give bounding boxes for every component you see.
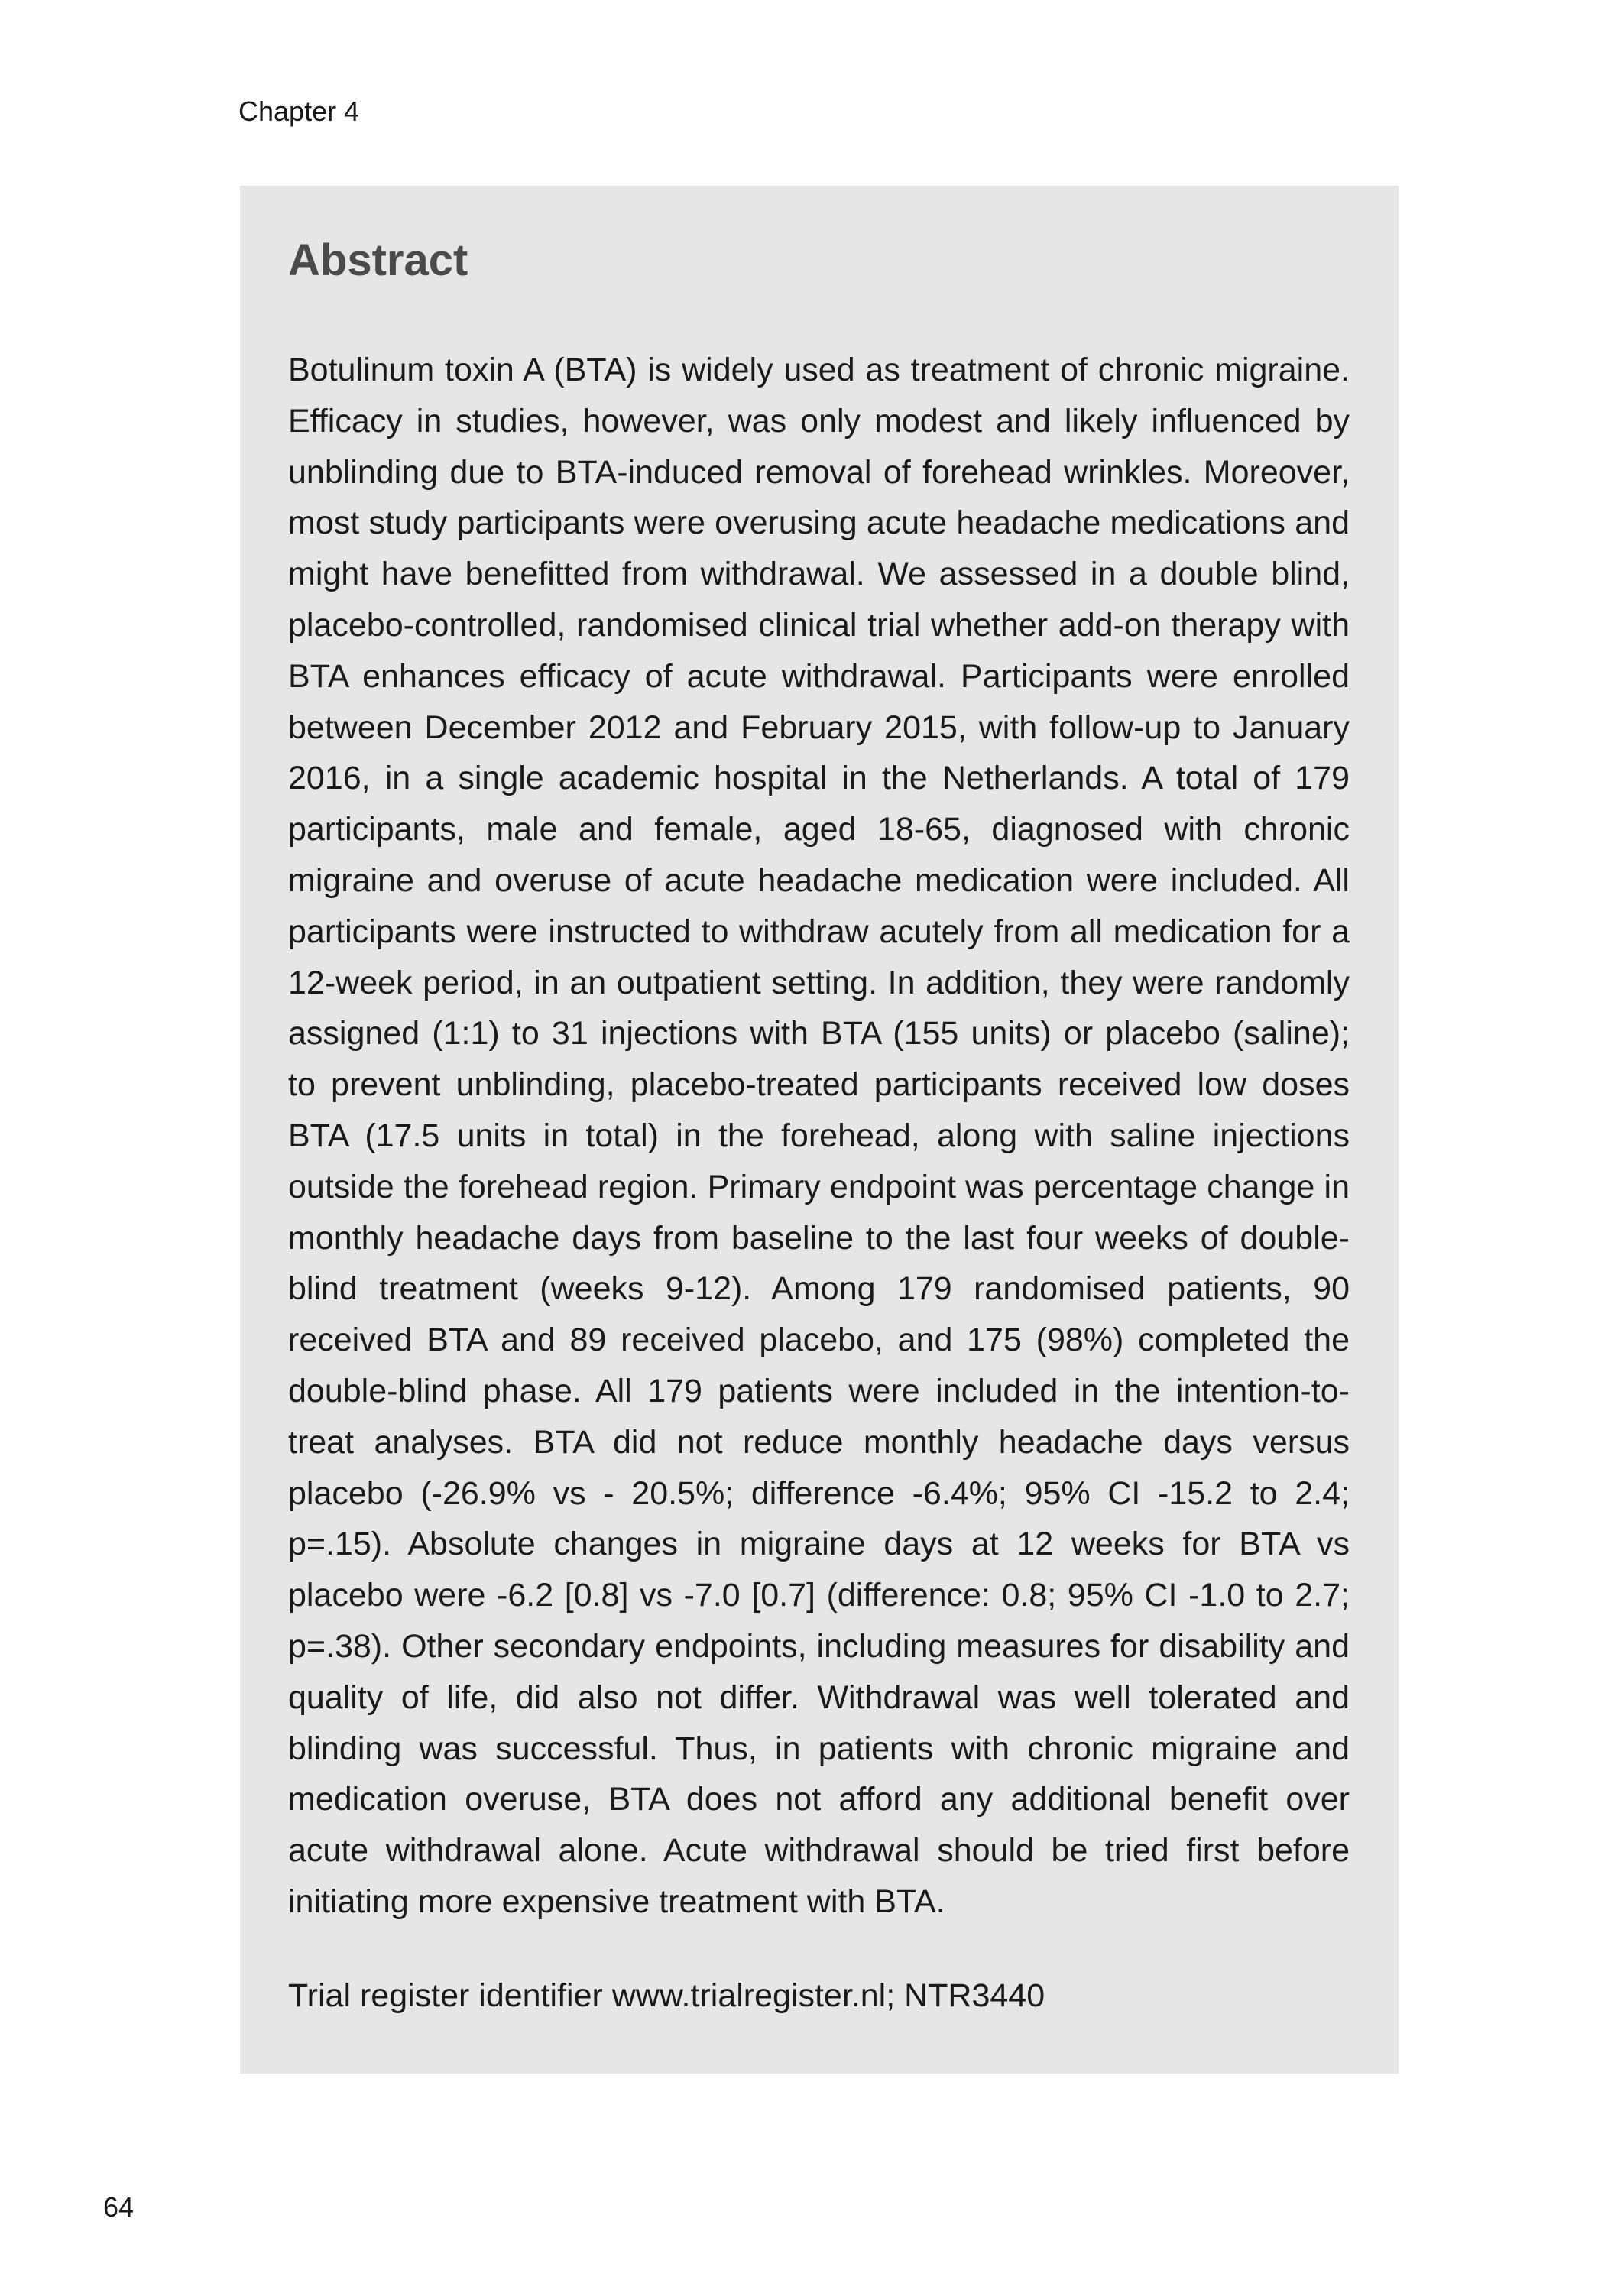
page-number: 64 xyxy=(103,2191,135,2223)
trial-register-identifier: Trial register identifier www.trialregister.nl; NTR3440 xyxy=(288,1977,1045,2014)
abstract-box xyxy=(240,186,1399,2074)
abstract-heading: Abstract xyxy=(288,235,468,285)
abstract-body: Botulinum toxin A (BTA) is widely used as treatment of chronic migraine. Efficacy in studies, however, was only modest and likely influenced by unblinding due to BTA-induced removal of forehead wrinkles. Moreover, most study participants were overusing acute headache medications and might have benefitted from withdrawal. We assessed in a double blind, placebo-controlled, randomised clinical trial whether add-on therapy with BTA enhances efficacy of acute withdrawal. Participants were enrolled between December 2012 and February 2015, with follow-up to January 2016, in a single academic hospital in the Netherlands. A total of 179 participants, male and female, aged 18-65, diagnosed with chronic migraine and overuse of acute headache medication were included. All participants were instructed to withdraw acutely from all medication for a 12-week period, in an outpatient setting. In addition, they were randomly assigned (1:1) to 31 injections with BTA (155 units) or placebo (saline); to prevent unblinding, placebo-treated participants received low doses BTA (17.5 units in total) in the forehead, along with saline injections outside the forehead region. Primary endpoint was percentage change in monthly headache days from baseline to the last four weeks of double-blind treatment (weeks 9-12). Among 179 randomised patients, 90 received BTA and 89 received placebo, and 175 (98%) completed the double-blind phase. All 179 patients were included in the intention-to-treat analyses. BTA did not reduce monthly headache days versus placebo (-26.9% vs - 20.5%; difference -6.4%; 95% CI -15.2 to 2.4; p=.15). Absolute changes in migraine days at 12 weeks for BTA vs placebo were -6.2 [0.8] vs -7.0 [0.7] (difference: 0.8; 95% CI -1.0 to 2.7; p=.38). Other secondary endpoints, including measures for disability and quality of life, did also not differ. Withdrawal was well tolerated and blinding was successful. Thus, in patients with chronic migraine and medication overuse, BTA does not afford any additional benefit over acute withdrawal alone. Acute withdrawal should be tried first before initiating more expensive treatment with BTA. xyxy=(288,352,1350,1920)
running-header-chapter: Chapter 4 xyxy=(238,96,360,127)
